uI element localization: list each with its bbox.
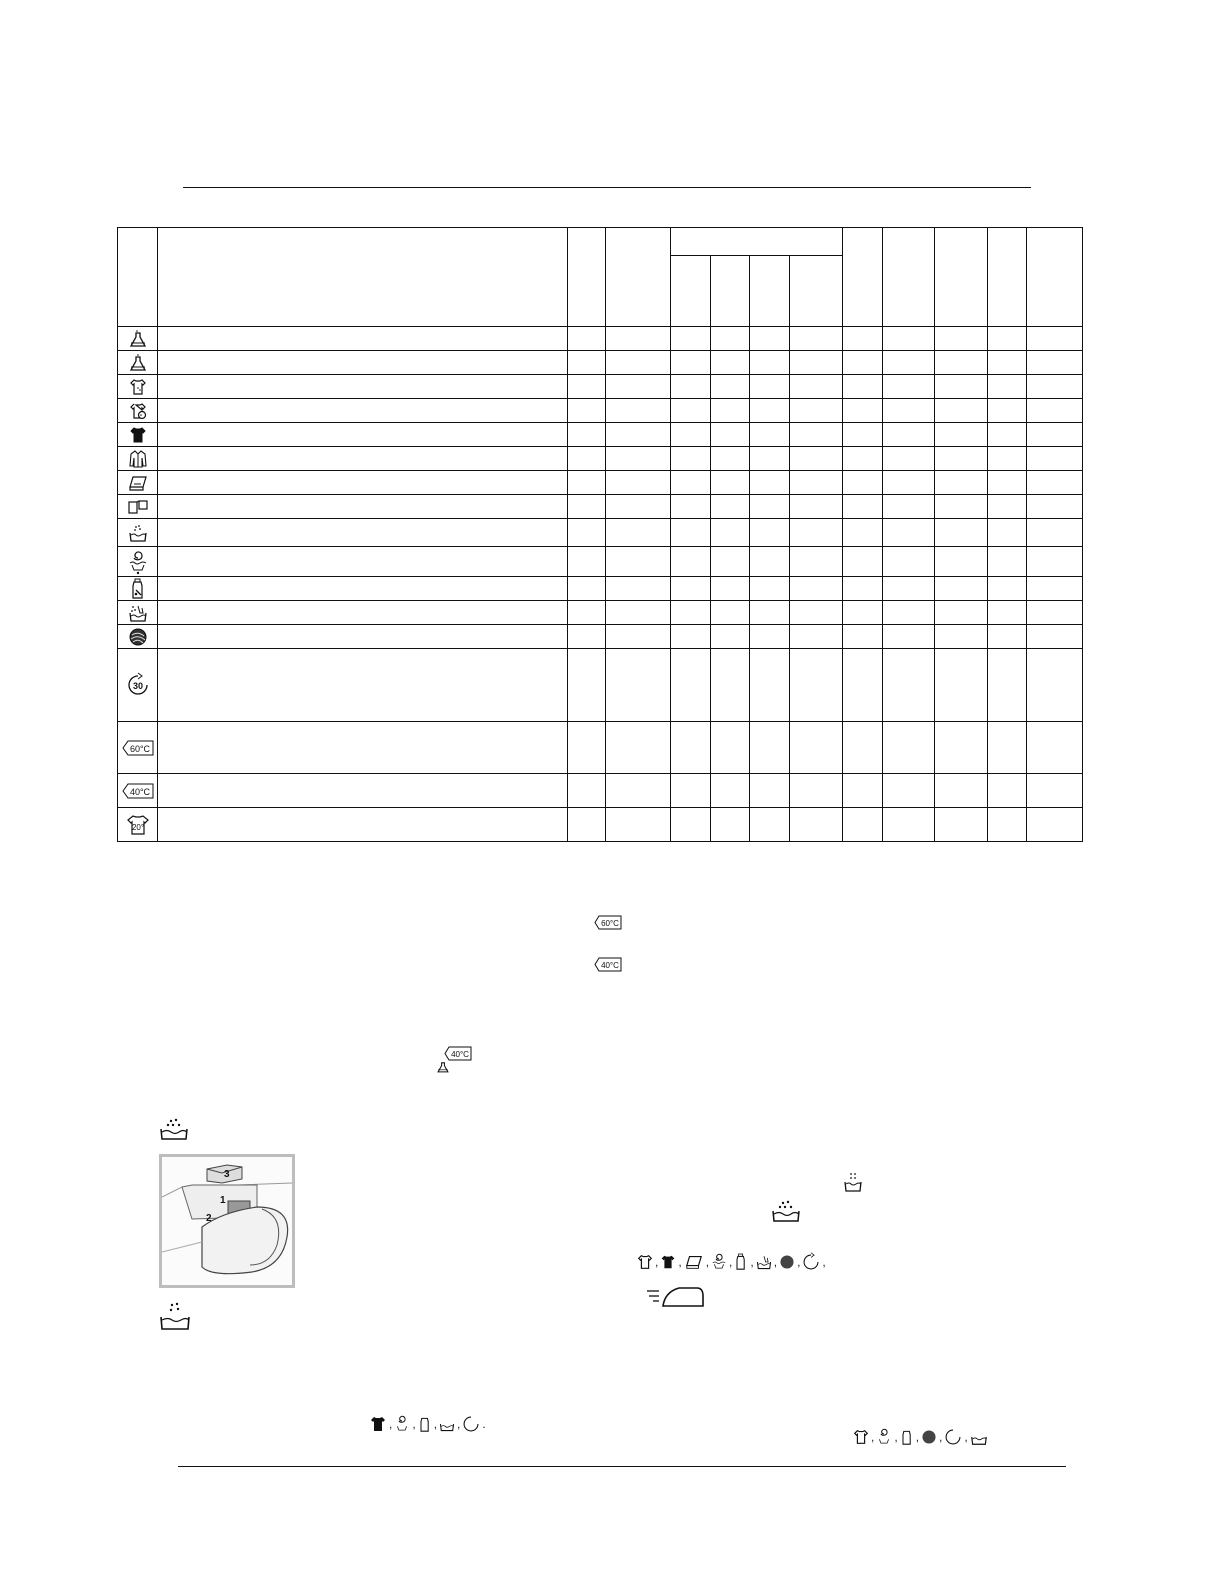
table-row [118, 625, 1083, 649]
figure-label-2: 2 [206, 1213, 212, 1224]
table-row [118, 351, 1083, 375]
prewash-icon [158, 1116, 190, 1147]
delicates-spin-icon [393, 1414, 411, 1434]
table-row [118, 649, 1083, 722]
tag-60-text: 60°C [129, 743, 150, 754]
tshirt-20-icon [118, 808, 158, 842]
hand-wash-icon [118, 601, 158, 625]
baby-bottle-icon [733, 1252, 749, 1272]
table-row [118, 375, 1083, 399]
easy-iron-icon [645, 1282, 707, 1317]
figure-label-1: 1 [220, 1195, 226, 1206]
delicates-spin-icon [875, 1427, 893, 1447]
inline-cotton-icon [436, 1060, 450, 1079]
towels-icon [118, 495, 158, 519]
table-header-row [118, 228, 1083, 256]
header-rule [183, 187, 1031, 188]
compatible-programmes-row: , , , , , , , , [636, 1252, 827, 1272]
note-40-tag-icon [594, 957, 622, 972]
note-40-text: 40°C [601, 961, 619, 970]
baby-bottle-icon [417, 1414, 433, 1434]
table-row [118, 577, 1083, 601]
footer-rule [178, 1466, 1066, 1467]
inline-40-tag-icon [444, 1046, 472, 1061]
wool-icon [118, 625, 158, 649]
bedding-icon [118, 471, 158, 495]
quick-30-icon [118, 649, 158, 722]
tshirt-20-text: 20° [131, 822, 144, 832]
stain-tshirt-icon [118, 399, 158, 423]
temp-40-tag-icon [118, 774, 158, 808]
rinse-icon [969, 1426, 989, 1448]
prewash-small-icon [770, 1198, 802, 1229]
table-row [118, 495, 1083, 519]
note-60-text: 60°C [601, 919, 619, 928]
table-row [118, 547, 1083, 577]
table-row [118, 722, 1083, 774]
bottom-right-icons-row: , , , , , [852, 1426, 989, 1448]
baby-bottle-icon [118, 577, 158, 601]
figure-label-3: 3 [224, 1169, 230, 1180]
table-row [118, 471, 1083, 495]
cotton-icon [118, 351, 158, 375]
rinse-small-icon [842, 1170, 864, 1199]
hand-wash-icon [755, 1253, 773, 1271]
delicates-spin-icon [710, 1252, 728, 1272]
rinse-softener-icon [158, 1300, 192, 1337]
tag-40-text: 40°C [129, 786, 150, 797]
table-row [118, 447, 1083, 471]
table-row [118, 774, 1083, 808]
mixed-fabrics-icon [636, 1253, 654, 1271]
mixed-fabrics-icon [852, 1428, 870, 1446]
table-row [118, 519, 1083, 547]
shirts-jacket-icon [118, 447, 158, 471]
programme-table [117, 227, 1083, 842]
dark-tshirt-icon [118, 423, 158, 447]
quick-30-label: 30 [132, 681, 143, 691]
temp-60-tag-icon [118, 722, 158, 774]
table-row [118, 423, 1083, 447]
quick-30-icon [801, 1252, 821, 1272]
cotton-eco-icon [118, 327, 158, 351]
wool-icon [920, 1428, 938, 1446]
bottom-left-icons-row: , , , , . [368, 1414, 487, 1434]
table-row [118, 327, 1083, 351]
quick-30-icon [461, 1414, 481, 1434]
quick-30-icon [943, 1427, 963, 1447]
table-row [118, 399, 1083, 423]
hand-wash-icon [438, 1415, 456, 1433]
inline-40-text: 40°C [451, 1050, 469, 1059]
detergent-drawer-figure [159, 1154, 295, 1288]
wool-icon [778, 1253, 796, 1271]
delicates-spin-icon [118, 547, 158, 577]
mixed-fabrics-icon [118, 375, 158, 399]
baby-bottle-icon [899, 1427, 915, 1447]
rinse-icon [118, 519, 158, 547]
bedding-icon [683, 1253, 705, 1271]
dark-tshirt-icon [368, 1414, 388, 1434]
table-row [118, 601, 1083, 625]
table-row [118, 808, 1083, 842]
note-60-tag-icon [594, 915, 622, 930]
dark-tshirt-icon [659, 1253, 677, 1271]
